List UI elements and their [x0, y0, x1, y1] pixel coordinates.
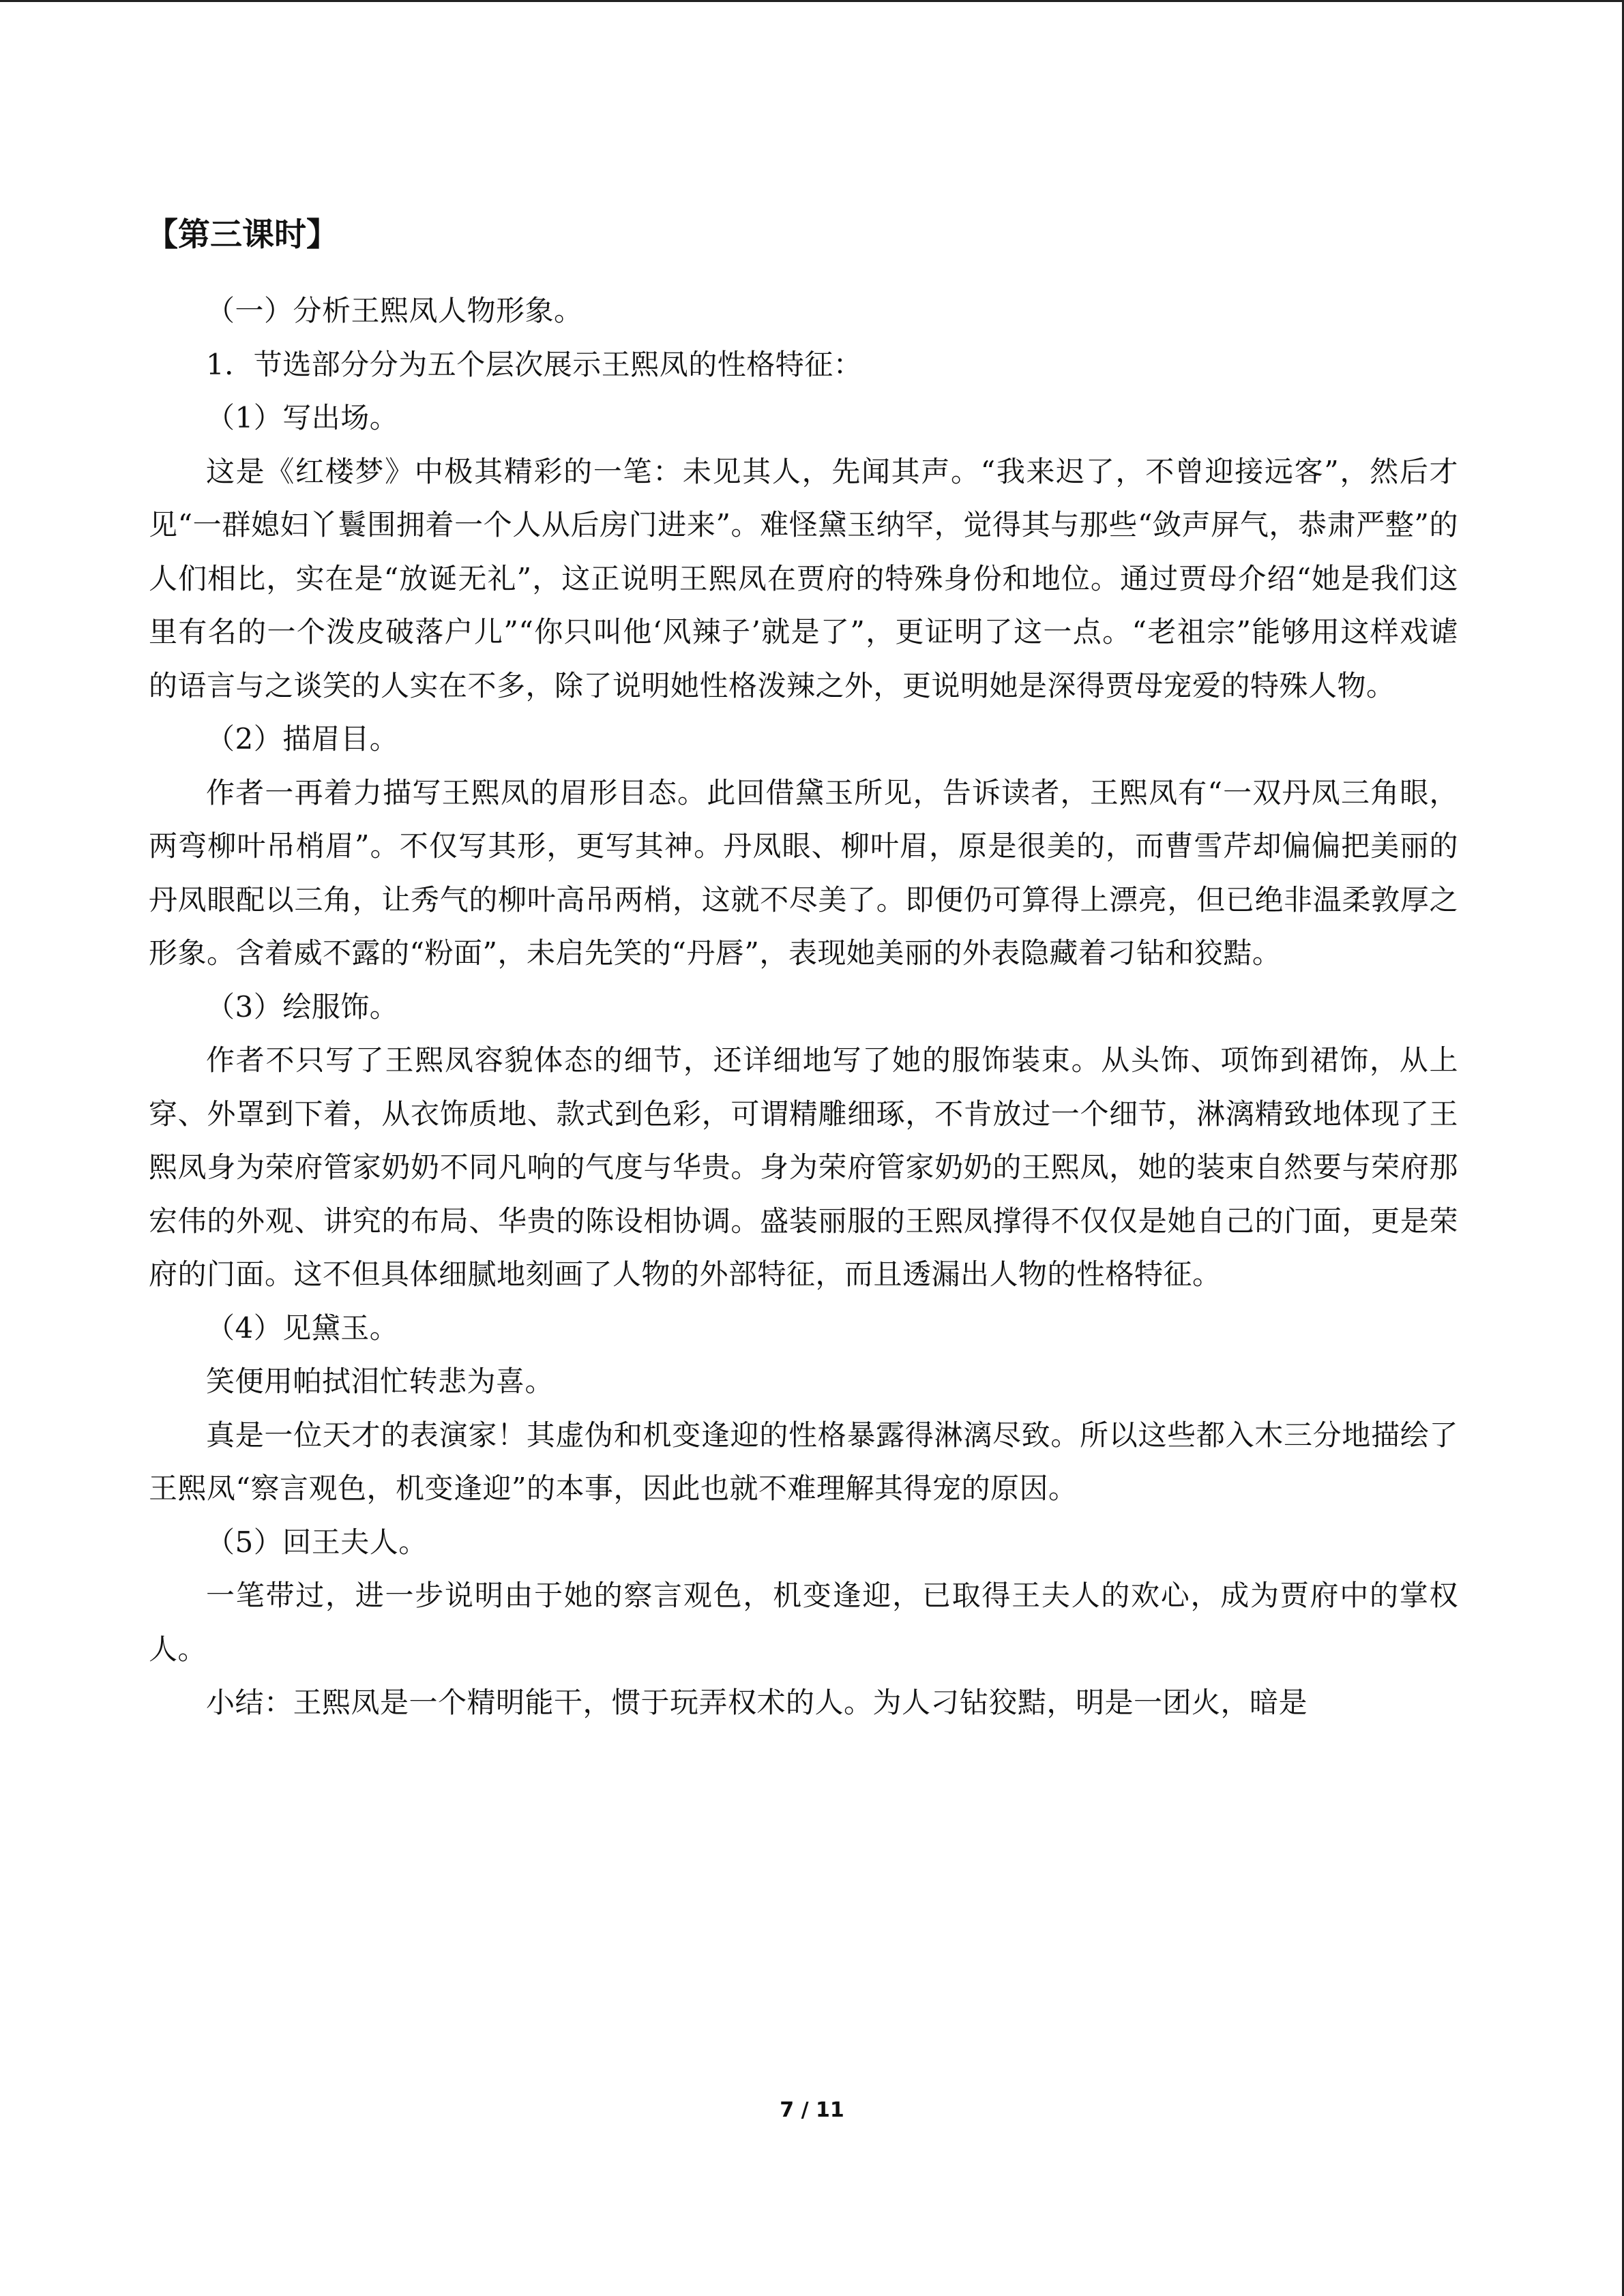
- section-heading: 【第三课时】: [146, 216, 338, 254]
- page-number: 7 / 11: [780, 2098, 844, 2122]
- paragraph-body-3: 作者不只写了王熙凤容貌体态的细节，还详细地写了她的服饰装束。从头饰、项饰到裙饰，从上穿、外罩到下着，从衣饰质地、款式到色彩，可谓精雕细琢，不肯放过一个细节，淋漓精致地体现了王熙凤身为荣府管家奶奶不同凡响的气度与华贵。身为荣府管家奶奶的王熙凤，她的装束自然要与荣府那宏伟的外观、讲究的布局、华贵的陈设相协调。盛装丽服的王熙凤撑得不仅仅是她自己的门面，更是荣府的门面。这不但具体细腻地刻画了人物的外部特征，而且透漏出人物的性格特征。: [149, 1043, 1458, 1291]
- paragraph-subheading-1: （1）写出场。: [206, 401, 399, 434]
- paragraph-body-4b: 真是一位天才的表演家！其虚伪和机变逢迎的性格暴露得淋漓尽致。所以这些都入木三分地描绘了王熙凤“察言观色，机变逢迎”的本事，因此也就不难理解其得宠的原因。: [149, 1418, 1458, 1505]
- paragraph-body-5: 一笔带过，进一步说明由于她的察言观色，机变逢迎，已取得王夫人的欢心，成为贾府中的掌权人。: [149, 1579, 1458, 1666]
- page-border-top: [0, 0, 1624, 2]
- paragraph-body-2: 作者一再着力描写王熙凤的眉形目态。此回借黛玉所见，告诉读者，王熙凤有“一双丹凤三角眼，两弯柳叶吊梢眉”。不仅写其形，更写其神。丹凤眼、柳叶眉，原是很美的，而曹雪芹却偏偏把美丽的丹凤眼配以三角，让秀气的柳叶高吊两梢，这就不尽美了。即便仍可算得上漂亮，但已绝非温柔敦厚之形象。含着威不露的“粉面”，未启先笑的“丹唇”，表现她美丽的外表隐藏着刁钻和狡黠。: [149, 775, 1458, 970]
- paragraph-body-4a: 笑便用帕拭泪忙转悲为喜。: [206, 1365, 555, 1398]
- paragraph-subheading-3: （3）绘服饰。: [206, 989, 399, 1024]
- paragraph-subheading-4: （4）见黛玉。: [206, 1311, 399, 1345]
- paragraph-section-title: （一）分析王熙凤人物形象。: [206, 294, 583, 327]
- paragraph-summary: 小结：王熙凤是一个精明能干，惯于玩弄权术的人。为人刁钻狡黠，明是一团火，暗是: [206, 1686, 1308, 1719]
- paragraph-subheading-5: （5）回王夫人。: [206, 1525, 428, 1559]
- document-body: [146, 208, 1458, 1730]
- paragraph-point-1: 1．节选部分分为五个层次展示王熙凤的性格特征：: [206, 347, 863, 381]
- paragraph-subheading-2: （2）描眉目。: [206, 722, 399, 756]
- paragraph-body-1: 这是《红楼梦》中极其精彩的一笔：未见其人，先闻其声。“我来迟了，不曾迎接远客”，然后才见“一群媳妇丫鬟围拥着一个人从后房门进来”。难怪黛玉纳罕，觉得其与那些“敛声屏气，恭肃严整”的人们相比，实在是“放诞无礼”，这正说明王熙凤在贾府的特殊身份和地位。通过贾母介绍“她是我们这里有名的一个泼皮破落户儿”“你只叫他‘风辣子’就是了”，更证明了这一点。“老祖宗”能够用这样戏谑的语言与之谈笑的人实在不多，除了说明她性格泼辣之外，更说明她是深得贾母宠爱的特殊人物。: [149, 454, 1458, 702]
